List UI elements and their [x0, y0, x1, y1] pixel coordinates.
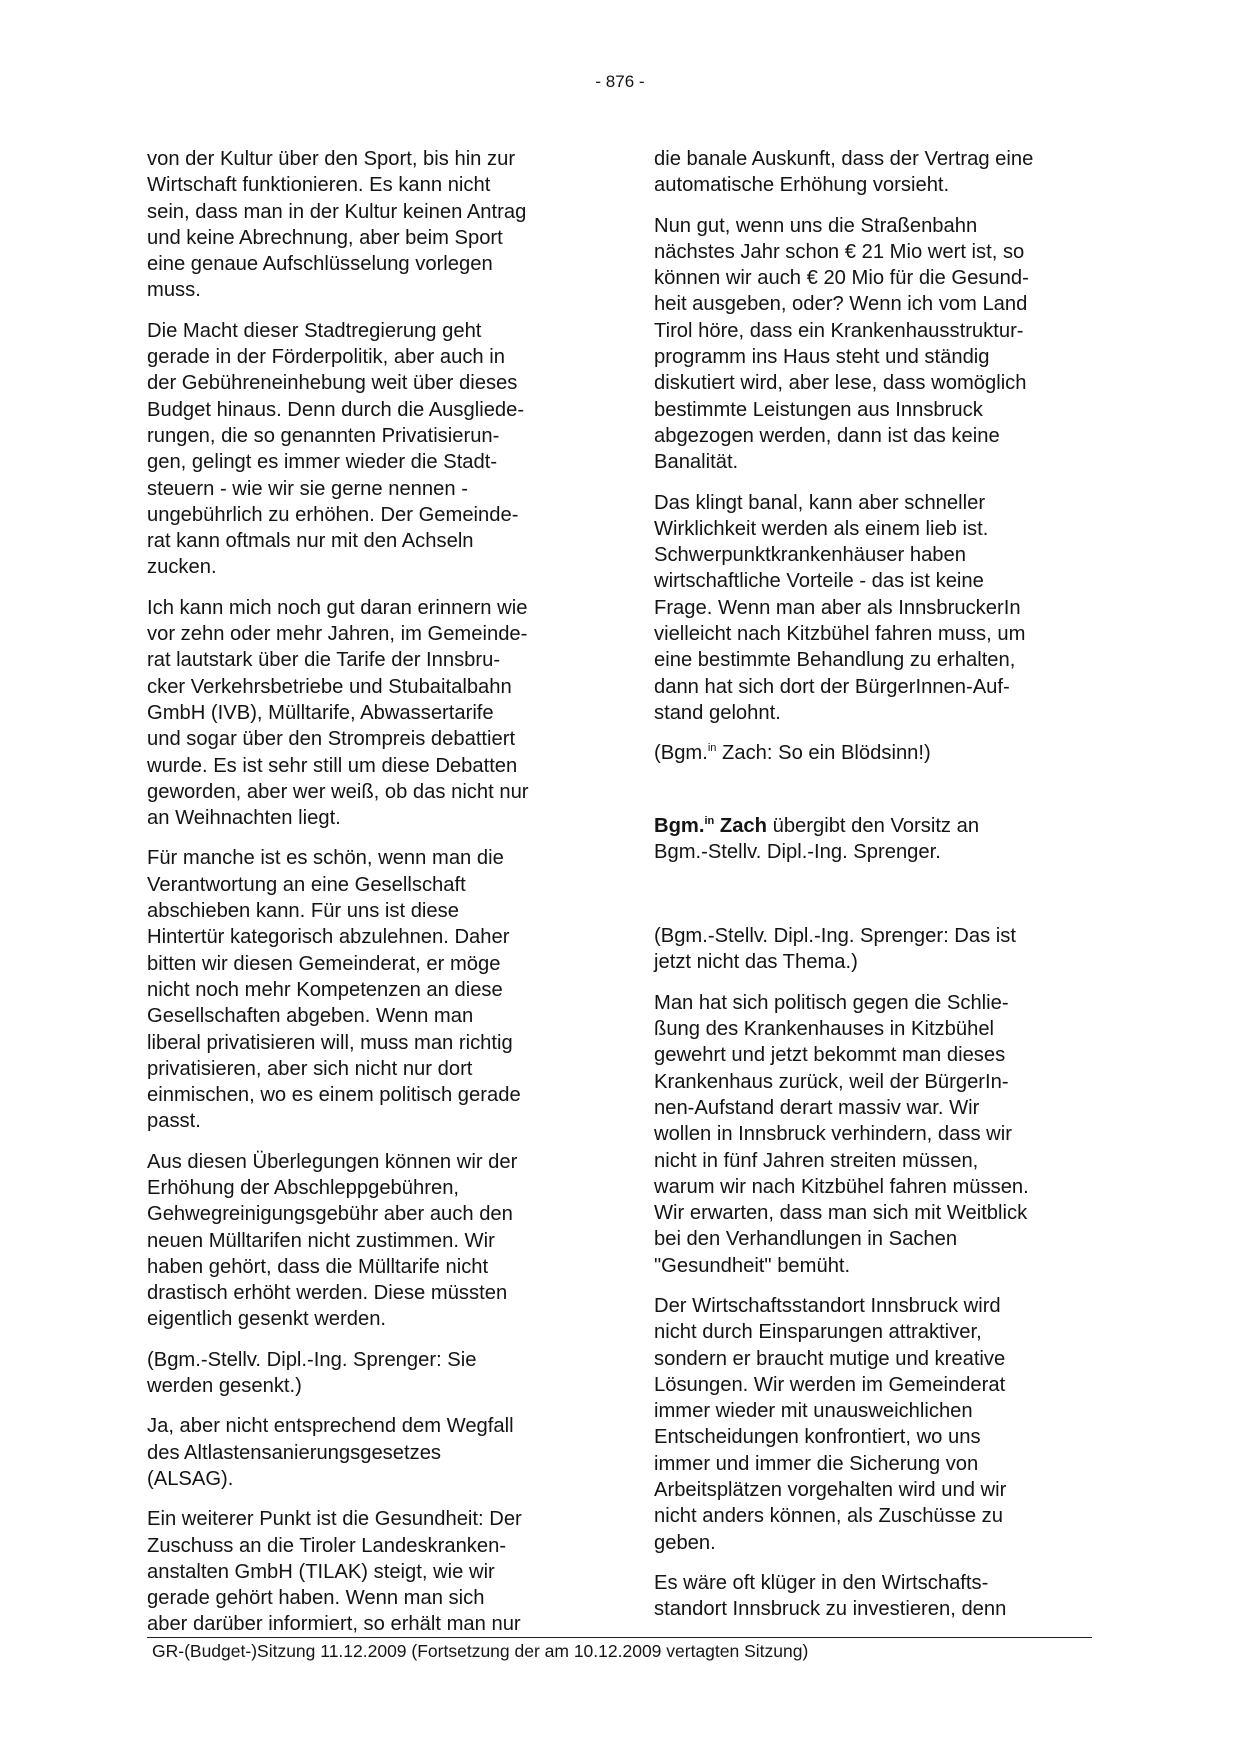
interjection: (Bgm.-Stellv. Dipl.-Ing. Sprenger: Das ist jetzt nicht das Thema.) — [654, 925, 1016, 974]
handover-text: übergibt den Vorsitz an Bgm.-Stellv. Dipl.-Ing. Sprenger. — [654, 814, 980, 863]
paragraph: Ein weiterer Punkt ist die Gesundheit: Der Zuschuss an die Tiroler Landeskranken- anstalten GmbH (TILAK) steigt, wie wir gerade gehört haben. Wenn man sich aber darüber informiert, so erhält man nur — [147, 1508, 522, 1636]
right-column — [654, 146, 1094, 1637]
interjection-text: Zach: So ein Blödsinn!) — [716, 742, 931, 765]
interjection-mayor — [654, 740, 1094, 766]
superscript: in — [704, 814, 715, 827]
paragraph: Der Wirtschaftsstandort Innsbruck wird nicht durch Einsparungen attraktiver, sondern er braucht mutige und kreative Lösungen. Wir werden im Gemeinderat immer wieder mit unausweichlichen Entscheidungen konfrontiert, wo uns immer und immer die Sicherung von Arbeitsplätzen vorgehalten wird und wir nicht anders können, als Zuschüsse zu geben. — [654, 1294, 1007, 1554]
left-column — [147, 146, 587, 1652]
paragraph: die banale Auskunft, dass der Vertrag eine automatische Erhöhung vorsieht. — [654, 148, 1034, 197]
paragraph: Die Macht dieser Stadtregierung geht gerade in der Förderpolitik, aber auch in der Gebühreneinhebung weit über dieses Budget hinaus. Denn durch die Ausgliede- rungen, die so genannten Privatisierun- gen, gelingt es immer wieder die Stadt- steuern - wie wir sie gerne nennen - ungebührlich zu erhöhen. Der Gemeinde- rat kann oftmals nur mit den Achseln zucken. — [147, 319, 525, 579]
page-number: - 876 - — [595, 72, 645, 91]
superscript: in — [707, 742, 717, 755]
paragraph: Für manche ist es schön, wenn man die Verantwortung an eine Gesellschaft abschieben kann. Für uns ist diese Hintertür kategorisch abzulehnen. Daher bitten wir diesen Gemeinderat, er möge nicht noch mehr Kompetenzen an diese Gesellschaften abgeben. Wenn man liberal privatisieren will, muss man richtig privatisieren, aber sich nicht nur dort einmischen, wo es einem politisch gerade passt. — [147, 847, 521, 1133]
speaker-name: Zach — [714, 814, 767, 837]
footer-divider — [147, 1637, 1092, 1638]
paragraph: Ja, aber nicht entsprechend dem Wegfall des Altlastensanierungsgesetzes (ALSAG). — [147, 1415, 514, 1490]
paragraph: Nun gut, wenn uns die Straßenbahn nächstes Jahr schon € 21 Mio wert ist, so können wir auch € 20 Mio für die Gesund- heit ausgeben, oder? Wenn ich vom Land Tirol höre, dass ein Krankenhausstruktur- programm ins Haus steht und ständig diskutiert wird, aber lese, dass womöglich bestimmte Leistungen aus Innsbruck abgezogen werden, dann ist das keine Banalität. — [654, 214, 1029, 474]
paragraph: Das klingt banal, kann aber schneller Wirklichkeit werden als einem lieb ist. Schwerpunktkrankenhäuser haben wirtschaftliche Vorteile - das ist keine Frage. Wenn man aber als InnsbruckerIn vielleicht nach Kitzbühel fahren muss, um eine bestimmte Behandlung zu erhalten, dann hat sich dort der BürgerInnen-Auf- stand gelohnt. — [654, 491, 1026, 724]
speaker-title: Bgm. — [654, 814, 705, 837]
interjection: (Bgm.-Stellv. Dipl.-Ing. Sprenger: Sie werden gesenkt.) — [147, 1348, 477, 1398]
paragraph: Aus diesen Überlegungen können wir der Erhöhung der Abschleppgebühren, Gehwegreinigungsgebühr aber auch den neuen Mülltarifen nicht zustimmen. Wir haben gehört, dass die Mülltarife nicht drastisch erhöht werden. Diese müssten eigentlich gesenkt werden. — [147, 1150, 518, 1331]
paragraph: Man hat sich politisch gegen die Schlie- ßung des Krankenhauses in Kitzbühel gewehrt und jetzt bekommt man dieses Krankenhaus zurück, weil der BürgerIn- nen-Aufstand derart massiv war. Wir wollen in Innsbruck verhindern, dass wir nicht in fünf Jahren streiten müssen, warum wir nach Kitzbühel fahren müssen. Wir erwarten, dass man sich mit Weitblick bei den Verhandlungen in Sachen "Gesundheit" bemüht. — [654, 991, 1029, 1277]
page-footer: GR-(Budget-)Sitzung 11.12.2009 (Fortsetzung der am 10.12.2009 vertagten Sitzung) — [152, 1641, 809, 1661]
paragraph: Ich kann mich noch gut daran erinnern wie vor zehn oder mehr Jahren, im Gemeinde- rat lautstark über die Tarife der Innsbru- cker Verkehrsbetriebe und Stubaitalbahn GmbH (IVB), Mülltarife, Abwassertarife und sogar über den Strompreis debattiert wurde. Es ist sehr still um diese Debatten geworden, aber wer weiß, ob das nicht nur an Weihnachten liegt. — [147, 596, 529, 830]
chair-handover-note — [654, 813, 1094, 866]
interjection-prefix: (Bgm. — [654, 742, 708, 765]
paragraph: von der Kultur über den Sport, bis hin zur Wirtschaft funktionieren. Es kann nicht sein, dass man in der Kultur keinen Antrag und keine Abrechnung, aber beim Sport eine genaue Aufschlüsselung vorlegen muss. — [147, 148, 527, 302]
paragraph: Es wäre oft klüger in den Wirtschafts- standort Innsbruck zu investieren, denn — [654, 1571, 1007, 1621]
